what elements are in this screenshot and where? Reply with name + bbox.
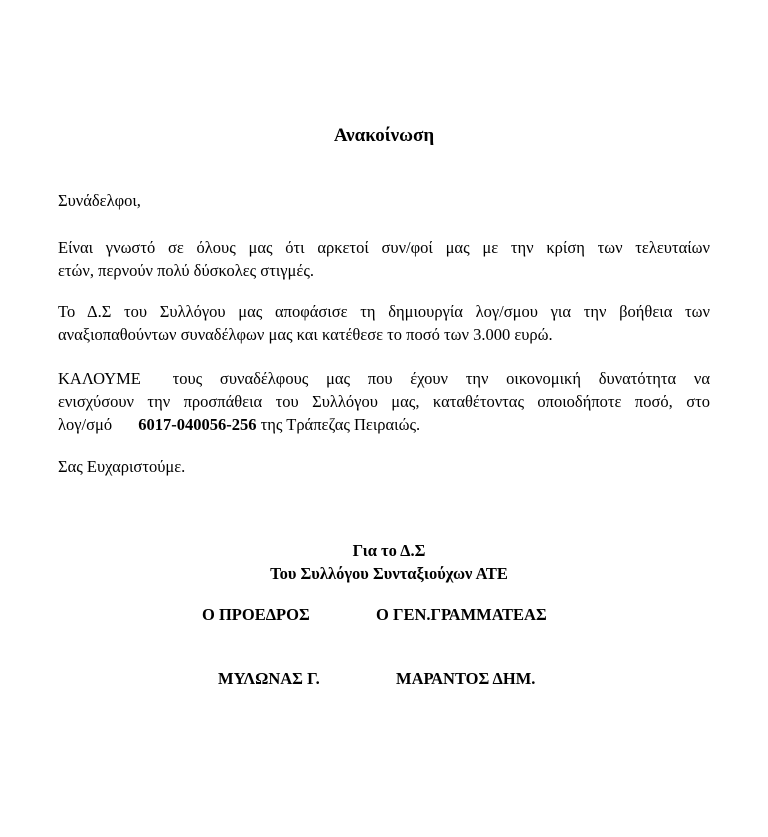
appeal-line-1-text: τους συναδέλφους μας που έχουν την οικονομική δυνατότητα να <box>172 369 710 388</box>
account-number: 6017-040056-256 <box>138 415 257 434</box>
paragraph-decision-line-2: αναξιοπαθούντων συναδέλφων μας και κατέθεσε το ποσό των 3.000 ευρώ. <box>58 325 553 344</box>
paragraph-appeal-line-2: ενισχύσουν την προσπάθεια του Συλλόγου μας, καταθέτοντας οποιοδήποτε ποσό, στο <box>58 392 710 411</box>
signature-association-line: Του Συλλόγου Συνταξιούχων ΑΤΕ <box>270 564 508 583</box>
account-label: λογ/σμό <box>58 415 113 434</box>
paragraph-crisis <box>58 236 710 282</box>
greeting: Συνάδελφοι, <box>58 191 141 210</box>
signature-board-line: Για το Δ.Σ <box>352 541 426 560</box>
paragraph-crisis-line-1: Είναι γνωστό σε όλους μας ότι αρκετοί συν/φοί μας με την κρίση των τελευταίων <box>58 238 710 257</box>
secretary-name: ΜΑΡΑΝΤΟΣ ΔΗΜ. <box>396 669 536 688</box>
appeal-keyword: ΚΑΛΟΥΜΕ <box>58 369 141 388</box>
secretary-title: Ο ΓΕΝ.ΓΡΑΜΜΑΤΕΑΣ <box>376 605 547 624</box>
paragraph-decision <box>58 300 710 346</box>
president-name: ΜΥΛΩΝΑΣ Γ. <box>218 669 320 688</box>
president-title: Ο ΠΡΟΕΔΡΟΣ <box>202 605 310 624</box>
paragraph-appeal-line-3 <box>58 413 710 436</box>
document-title: Ανακοίνωση <box>333 125 435 146</box>
paragraph-crisis-line-2: ετών, περνούν πολύ δύσκολες στιγμές. <box>58 261 314 280</box>
paragraph-decision-line-1: Το Δ.Σ του Συλλόγου μας αποφάσισε τη δημιουργία λογ/σμου για την βοήθεια των <box>58 302 710 321</box>
bank-name-text: της Τράπεζας Πειραιώς. <box>260 415 421 434</box>
paragraph-appeal <box>58 367 710 436</box>
paragraph-appeal-line-1 <box>58 367 710 390</box>
thanks-line: Σας Ευχαριστούμε. <box>58 457 186 476</box>
